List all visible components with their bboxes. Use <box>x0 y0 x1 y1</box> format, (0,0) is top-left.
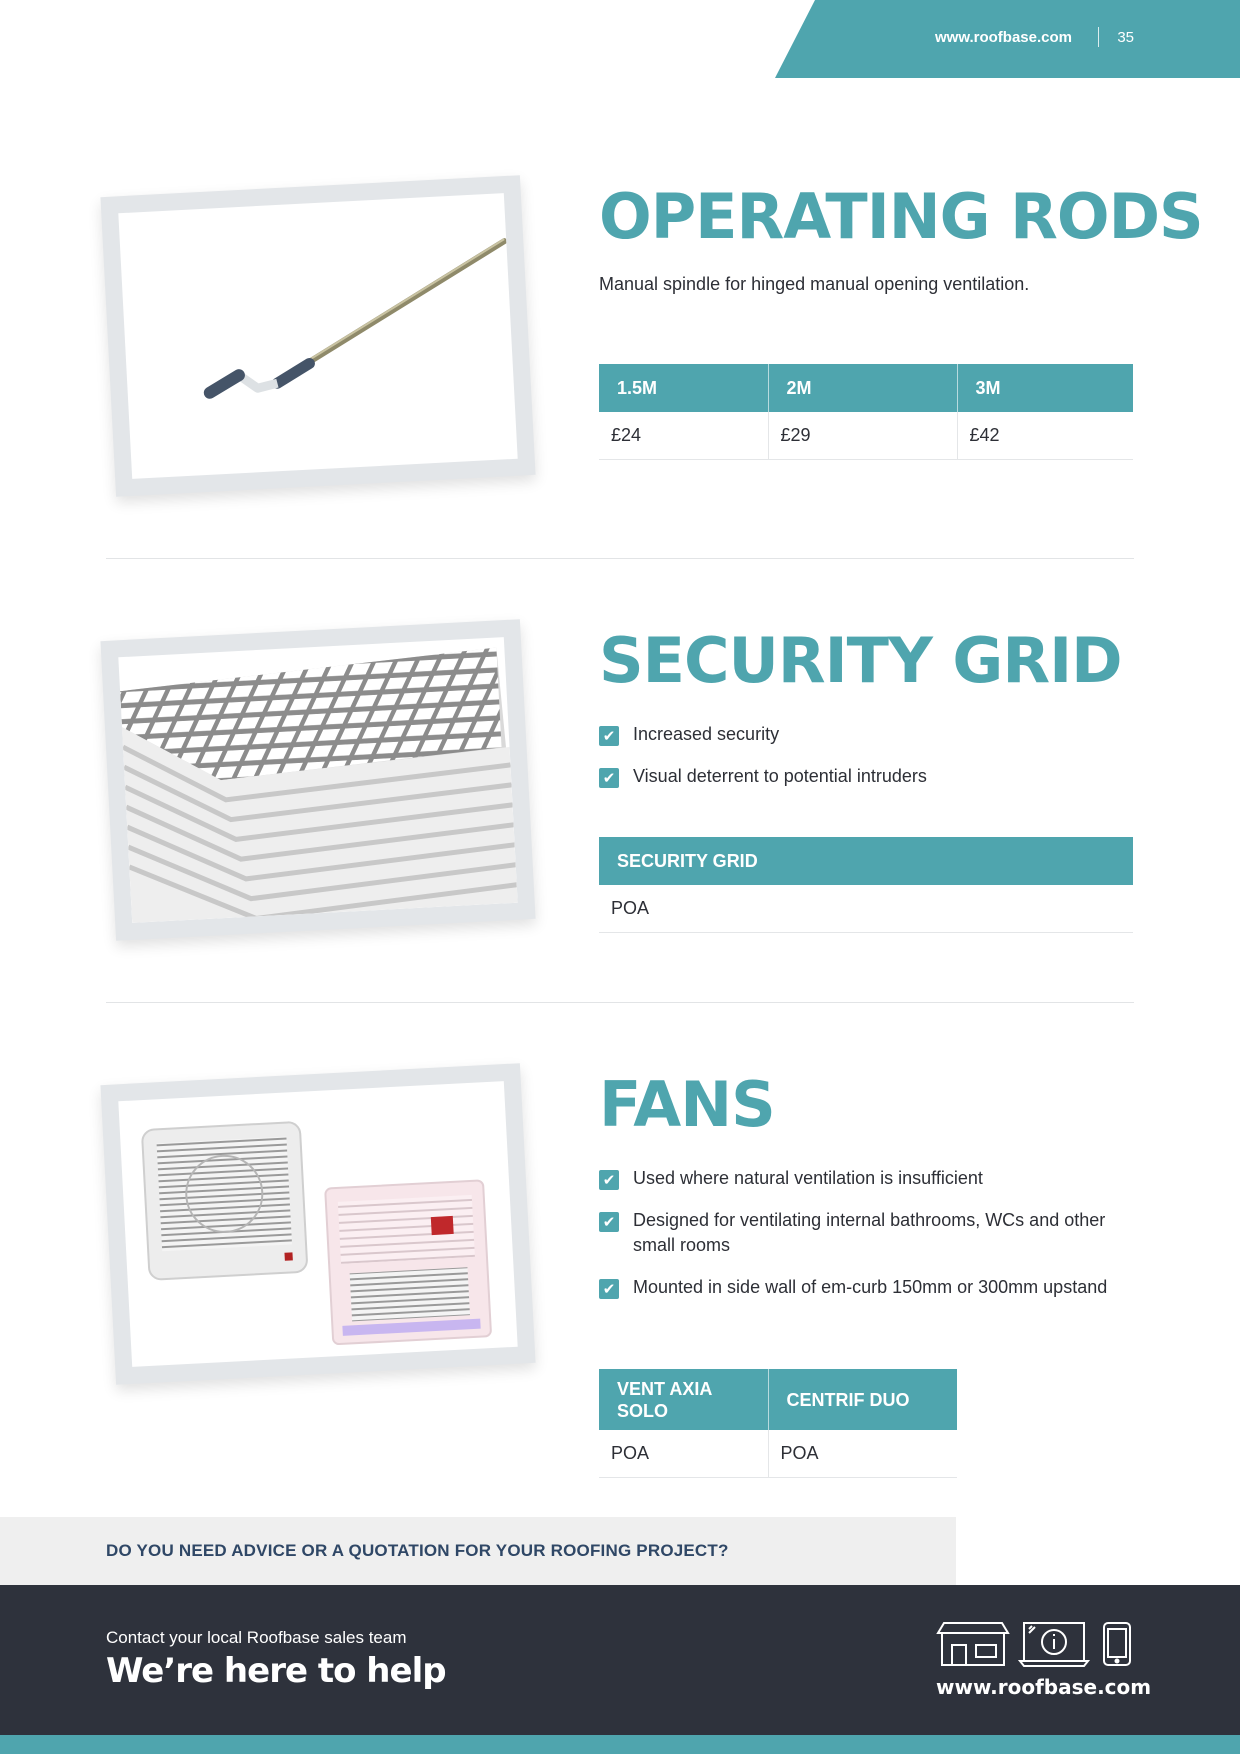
table-header: CENTRIF DUO <box>768 1369 957 1430</box>
table-cell: £29 <box>768 412 957 459</box>
list-item <box>599 722 1119 747</box>
security-grid-price-table <box>599 837 1133 933</box>
footer-headline: We’re here to help <box>106 1651 446 1691</box>
section-description: Manual spindle for hinged manual opening ventilation. <box>599 274 1030 294</box>
list-item <box>599 1275 1119 1300</box>
table-cell: £24 <box>599 412 768 459</box>
section-title: FANS <box>599 1068 775 1141</box>
page-number: 35 <box>1117 29 1134 46</box>
feature-text: Mounted in side wall of em-curb 150mm or 300mm upstand <box>633 1277 1108 1297</box>
fans-feature-list <box>599 1166 1119 1317</box>
fans-price-table <box>599 1369 957 1478</box>
security-grid-photo-frame <box>100 619 535 941</box>
feature-text: Designed for ventilating internal bathrooms, WCs and other small rooms <box>633 1210 1106 1255</box>
checkmark-icon: ✔ <box>599 768 619 788</box>
table-header: 3M <box>957 364 1133 412</box>
advice-banner <box>0 1517 956 1585</box>
table-cell: POA <box>599 1430 768 1477</box>
bottom-stripe <box>0 1735 1240 1754</box>
contact-icons <box>936 1621 1136 1667</box>
footer-subtitle: Contact your local Roofbase sales team <box>106 1628 407 1647</box>
header-url-link[interactable]: www.roofbase.com <box>935 29 1072 46</box>
operating-rods-price-table <box>599 364 1133 460</box>
table-cell: £42 <box>957 412 1133 459</box>
section-title: OPERATING RODS <box>599 180 1203 253</box>
table-header: 1.5M <box>599 364 768 412</box>
security-grid-image <box>118 637 517 923</box>
checkmark-icon: ✔ <box>599 726 619 746</box>
section-divider <box>106 558 1134 559</box>
feature-text: Used where natural ventilation is insufficient <box>633 1168 983 1188</box>
header-divider <box>1098 27 1099 47</box>
list-item <box>599 764 1119 789</box>
list-item <box>599 1208 1119 1258</box>
table-header: SECURITY GRID <box>599 837 1133 885</box>
footer-url-link[interactable]: www.roofbase.com <box>936 1675 1152 1699</box>
checkmark-icon: ✔ <box>599 1212 619 1232</box>
footer <box>0 1585 1240 1735</box>
section-divider <box>106 1002 1134 1003</box>
laptop-info-icon <box>1020 1623 1088 1666</box>
operating-rod-photo-frame <box>100 175 535 497</box>
section-title: SECURITY GRID <box>599 624 1122 697</box>
feature-text: Visual deterrent to potential intruders <box>633 766 927 786</box>
feature-text: Increased security <box>633 724 780 744</box>
fans-image <box>118 1081 517 1367</box>
store-icon <box>938 1623 1008 1665</box>
operating-rod-image <box>118 193 517 479</box>
list-item <box>599 1166 1119 1191</box>
checkmark-icon: ✔ <box>599 1170 619 1190</box>
advice-text: DO YOU NEED ADVICE OR A QUOTATION FOR YOUR ROOFING PROJECT? <box>106 1541 729 1560</box>
table-cell: POA <box>768 1430 957 1477</box>
table-header: VENT AXIA SOLO <box>599 1369 768 1430</box>
checkmark-icon: ✔ <box>599 1279 619 1299</box>
table-header: 2M <box>768 364 957 412</box>
fans-photo-frame <box>100 1063 535 1385</box>
table-cell: POA <box>599 885 1133 932</box>
security-grid-feature-list <box>599 722 1119 806</box>
phone-icon <box>1104 1623 1130 1665</box>
